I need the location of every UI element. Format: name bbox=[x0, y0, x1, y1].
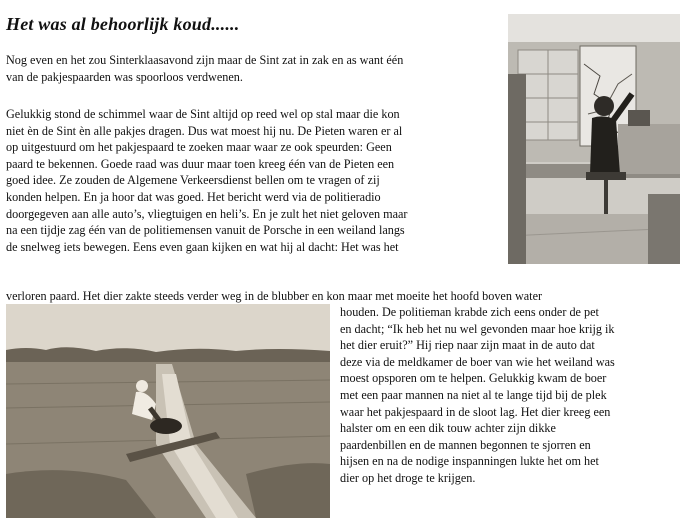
body-line: de snelweg iets bewegen. Eens even gaan kijken en wat hij al dacht: Het was het bbox=[6, 239, 399, 254]
side-line: en dacht; “Ik heb het nu wel gevonden maar hoe krijg ik bbox=[340, 321, 615, 336]
body-line: Gelukkig stond de schimmel waar de Sint altijd op reed wel op stal maar die kon bbox=[6, 107, 400, 121]
body-line: konden helpen. En ja hoor dat was goed. Het bericht werd via de politieradio bbox=[6, 189, 381, 204]
side-line: hijsen en na de nodige inspanningen lukte het om het bbox=[340, 454, 599, 469]
body-line: paard te bekennen. Goede raad was duur maar toen kreeg één van de Pieten een bbox=[6, 156, 395, 171]
side-line: houden. De politieman krabde zich eens onder de pet bbox=[340, 305, 599, 319]
side-line: dier op het droge te krijgen. bbox=[340, 470, 476, 485]
intro-line: van de pakjespaarden was spoorloos verdwenen. bbox=[6, 69, 243, 84]
body-paragraph bbox=[6, 106, 500, 255]
wide-line-paragraph bbox=[6, 288, 682, 305]
office-photo bbox=[508, 14, 680, 264]
body-line: op uitgestuurd om het pakjespaard te zoeken maar waar ze ook speurden: Geen bbox=[6, 140, 392, 155]
page-title: Het was al behoorlijk koud...... bbox=[6, 14, 240, 34]
side-line: halster om en een dik touw achter zijn dikke bbox=[340, 421, 556, 436]
body-line: niet èn de Sint èn alle pakjes dragen. Dus wat moest hij nu. De Pieten waren er al bbox=[6, 123, 403, 138]
side-line: paardenbillen en de mannen begonnen te sjorren en bbox=[340, 437, 591, 452]
side-line: het dier eruit?” Hij riep naar zijn maat in de auto dat bbox=[340, 338, 595, 353]
body-line: na een tijdje zag één van de politiemensen vanuit de Porsche in een weiland langs bbox=[6, 223, 405, 238]
intro-line: Nog even en het zou Sinterklaasavond zijn maar de Sint zat in zak en as want één bbox=[6, 53, 404, 67]
body-line: verloren paard. Het dier zakte steeds verder weg in de blubber en kon maar met moeite het hoofd boven water bbox=[6, 289, 543, 303]
side-line: met een paar mannen na niet al te lange tijd bij de plek bbox=[340, 387, 607, 402]
intro-paragraph bbox=[6, 52, 500, 85]
body-line: goed idee. Ze zouden de Algemene Verkeersdienst bellen om te vragen of zij bbox=[6, 173, 380, 188]
side-line: waar het pakjespaard in de sloot lag. Het dier kreeg een bbox=[340, 404, 611, 419]
side-paragraph bbox=[340, 304, 680, 487]
side-line: moest opsporen om te helpen. Gelukkig kwam de boer bbox=[340, 371, 607, 386]
side-line: deze via de meldkamer de boer van wie het weiland was bbox=[340, 354, 615, 369]
ditch-photo bbox=[6, 304, 330, 518]
body-line: doorgegeven aan alle auto’s, vliegtuigen en heli’s. En je zult het niet geloven maar bbox=[6, 206, 408, 221]
